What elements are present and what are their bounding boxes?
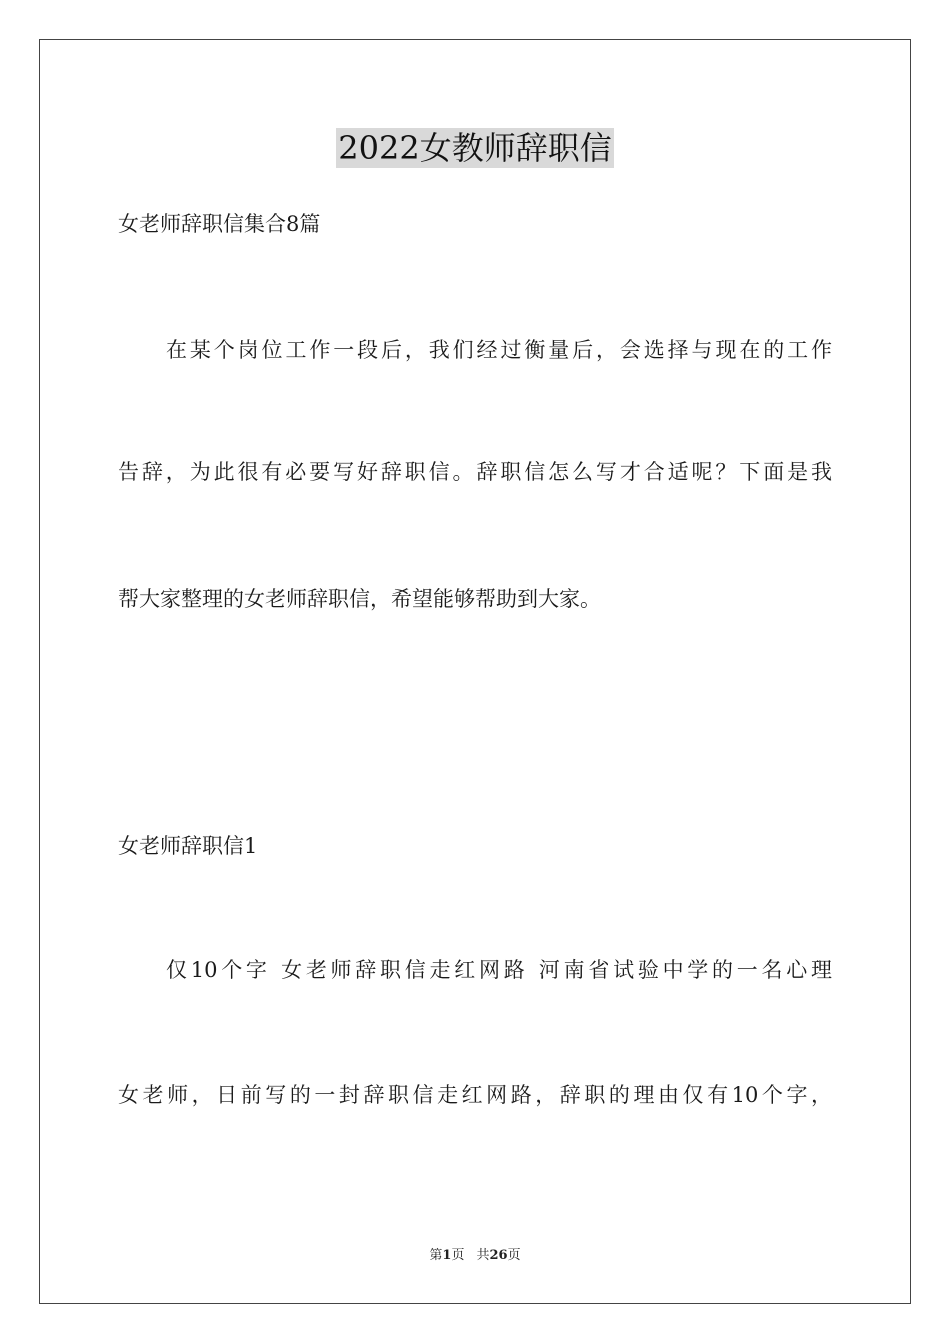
footer-total-suffix: 页	[507, 1248, 521, 1263]
footer-total-prefix: 共	[476, 1248, 490, 1263]
footer-page-suffix: 页	[451, 1248, 465, 1263]
title-container	[0, 128, 950, 168]
intro-line-1: 在某个岗位工作一段后，我们经过衡量后，会选择与现在的工作	[166, 338, 832, 362]
intro-line-2: 告辞，为此很有必要写好辞职信。辞职信怎么写才合适呢？下面是我	[118, 460, 832, 484]
intro-line-3: 帮大家整理的女老师辞职信，希望能够帮助到大家。	[118, 587, 601, 611]
section-line-1: 仅10个字 女老师辞职信走红网路 河南省试验中学的一名心理	[166, 958, 832, 982]
page-footer	[0, 1247, 950, 1265]
footer-page-prefix: 第	[429, 1248, 443, 1263]
footer-total-pages: 26	[489, 1248, 508, 1263]
document-subtitle: 女老师辞职信集合8篇	[118, 212, 321, 236]
section-heading: 女老师辞职信1	[118, 834, 258, 858]
section-line-2: 女老师，日前写的一封辞职信走红网路，辞职的理由仅有10个字，	[118, 1083, 832, 1107]
footer-page-number: 1	[442, 1248, 452, 1263]
document-title: 2022女教师辞职信	[338, 129, 612, 167]
